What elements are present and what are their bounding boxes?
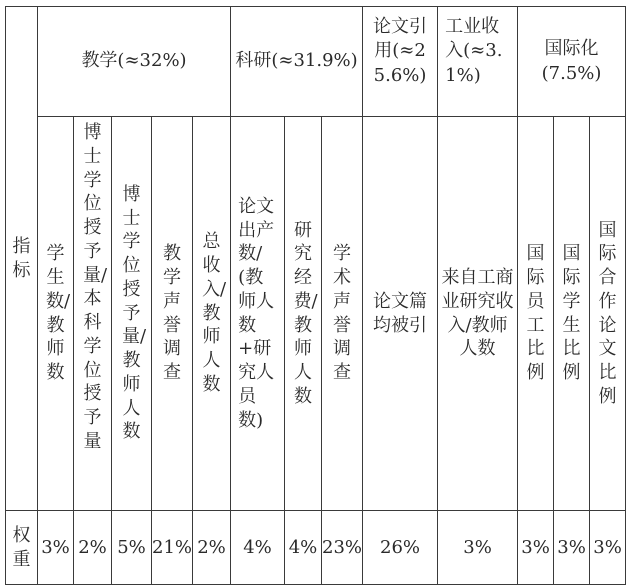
group-international [518, 7, 626, 117]
indicator-cell [74, 117, 112, 511]
indicator-cell [363, 117, 438, 511]
weight-cell: 3% [38, 511, 74, 585]
weight-cell: 2% [193, 511, 231, 585]
indicator-cell [231, 117, 285, 511]
indicator-label: 来自工商业研究收入/教师人数 [441, 267, 514, 360]
group-research-label: 科研(≈31.9%) [235, 50, 358, 72]
row-header-cell [6, 7, 38, 511]
indicator-cell [285, 117, 322, 511]
group-citations-label: 论文引用(≈25.6%) [373, 16, 428, 86]
indicator-cell [590, 117, 626, 511]
weight-cell: 3% [438, 511, 518, 585]
indicator-label: 博士学位授予量/本科学位授予量 [83, 122, 108, 452]
row-header-label: 指标 [12, 235, 31, 281]
group-teaching-label: 教学(≈32%) [81, 50, 187, 72]
indicator-cell [322, 117, 363, 511]
indicator-label: 学生数/教师数 [46, 243, 71, 383]
group-header-row [6, 7, 626, 117]
indicator-cell [554, 117, 590, 511]
weight-row [6, 511, 626, 585]
weight-cell: 26% [363, 511, 438, 585]
indicator-cell [438, 117, 518, 511]
indicator-label: 教学声誉调查 [163, 243, 181, 383]
group-international-label: 国际化(7.5%) [541, 38, 602, 84]
indicator-label: 学术声誉调查 [333, 243, 352, 383]
group-teaching [38, 7, 231, 117]
weight-cell: 21% [152, 511, 193, 585]
weight-label: 权重 [12, 524, 31, 570]
indicator-label: 研究经费/教师人数 [293, 219, 318, 407]
indicator-label: 论文出产数/(教师人数+研究人员数) [238, 195, 275, 431]
group-research [231, 7, 363, 117]
indicator-label: 国际员工比例 [526, 243, 545, 383]
group-citations [363, 7, 438, 117]
indicator-cell [193, 117, 231, 511]
indicator-cell [518, 117, 554, 511]
weight-cell: 3% [518, 511, 554, 585]
indicator-label: 国际学生比例 [562, 243, 581, 383]
indicator-cell [38, 117, 74, 511]
weight-cell: 4% [285, 511, 322, 585]
indicator-cell [152, 117, 193, 511]
weight-cell: 23% [322, 511, 363, 585]
indicator-cell [112, 117, 152, 511]
indicator-label: 国际合作论文比例 [598, 219, 617, 407]
weight-cell: 3% [554, 511, 590, 585]
indicator-row [6, 117, 626, 511]
indicator-label: 总收入/教师人数 [202, 231, 227, 395]
weight-cell: 4% [231, 511, 285, 585]
weight-cell: 3% [590, 511, 626, 585]
weight-cell: 2% [74, 511, 112, 585]
weight-header-cell [6, 511, 38, 585]
weight-cell: 5% [112, 511, 152, 585]
indicator-label: 论文篇均被引 [373, 290, 428, 336]
group-industry-label: 工业收入(≈3.1%) [445, 16, 503, 86]
indicator-label: 博士学位授予量/教师人数 [122, 183, 147, 443]
group-industry [438, 7, 518, 117]
weights-table [5, 6, 626, 585]
